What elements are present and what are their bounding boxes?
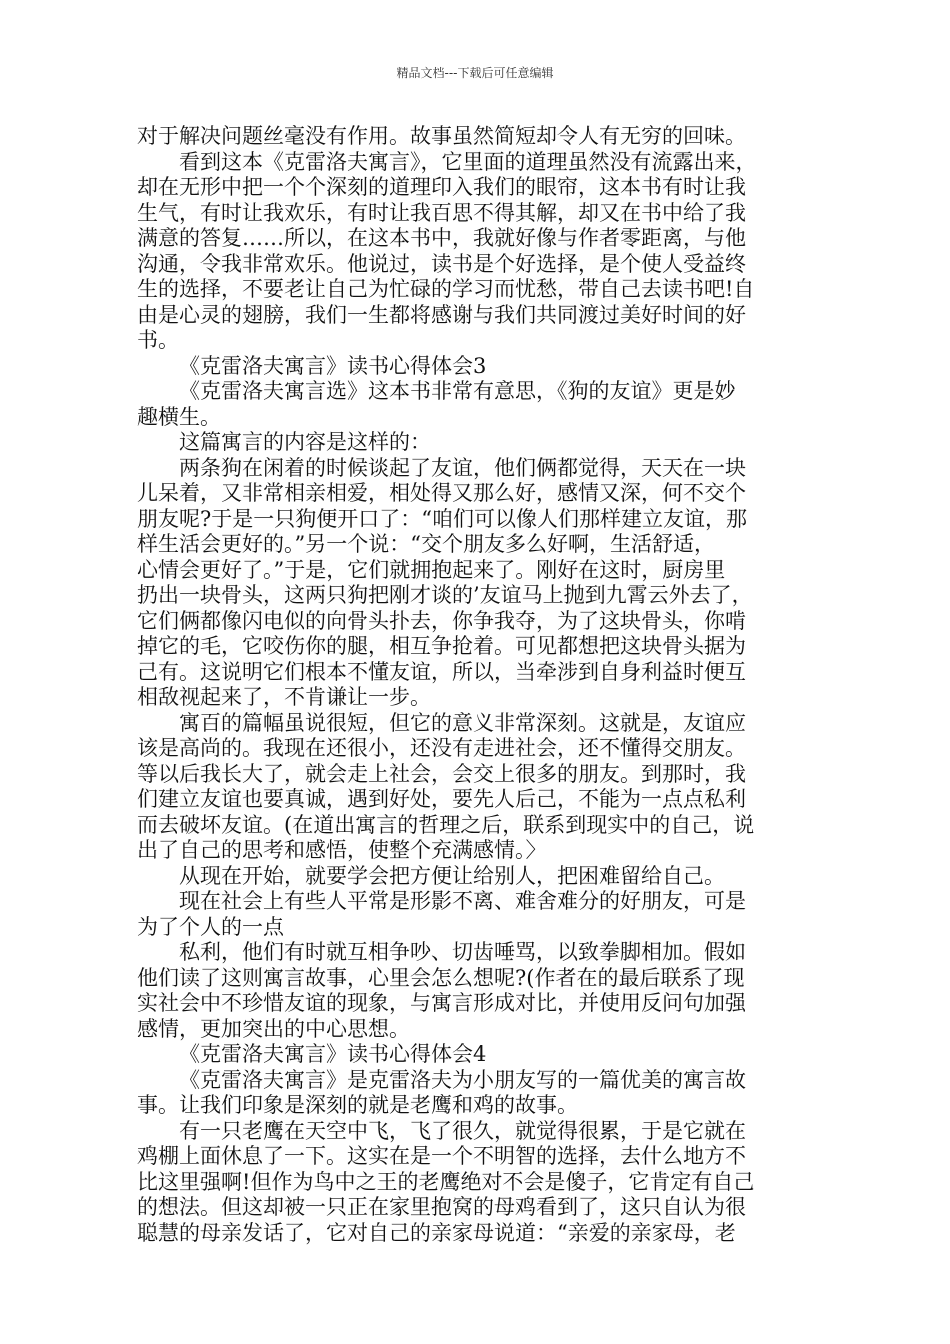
text-line: 事。让我们印象是深刻的就是老鹰和鸡的故事。 bbox=[137, 1093, 578, 1117]
text-line: 鸡棚上面休息了一下。这实在是一个不明智的选择，去什么地方不 bbox=[137, 1144, 746, 1168]
text-line: 两条狗在闲着的时候谈起了友谊，他们俩都觉得，天天在一块 bbox=[179, 455, 746, 480]
text-line: 现在社会上有些人平常是形影不离、难舍难分的好朋友，可是 bbox=[179, 889, 746, 913]
text-line: 心情会更好了。”于是，它们就拥抱起来了。刚好在这时，厨房里 bbox=[137, 557, 726, 582]
text-line: 相敌视起来了，不肯谦让一步。 bbox=[137, 685, 431, 709]
text-line: 的想法。但这却被一只正在家里抱窝的母鸡看到了，这只自认为很 bbox=[137, 1195, 746, 1219]
text-line: 等以后我长大了，就会走上社会，会交上很多的朋友。到那时，我 bbox=[137, 761, 746, 786]
text-line: 满意的答复……所以，在这本书中，我就好像与作者零距离，与他 bbox=[137, 226, 746, 250]
text-line: 他们读了这则寓言故事，心里会怎么想呢?(作者在的最后联系了现 bbox=[137, 965, 745, 990]
text-line: 却在无形中把一个个深刻的道理印入我们的眼帘，这本书有时让我 bbox=[137, 175, 746, 199]
document-body bbox=[137, 124, 817, 1246]
text-line: 们建立友谊也要真诚，遇到好处，要先人后己，不能为一点点私利 bbox=[137, 787, 746, 811]
text-line: 从现在开始，就要学会把方便让给别人，把困难留给自己。 bbox=[179, 863, 725, 888]
text-line: 书。 bbox=[137, 328, 179, 352]
text-line: 沟通，令我非常欢乐。他说过，读书是个好选择，是个使人受益终 bbox=[137, 251, 746, 276]
text-line: 实社会中不珍惜友谊的现象，与寓言形成对比，并使用反问句加强 bbox=[137, 991, 746, 1015]
text-line: 由是心灵的翅膀，我们一生都将感谢与我们共同渡过美好时间的好 bbox=[137, 302, 746, 327]
text-line: 感情，更加突出的中心思想。 bbox=[137, 1016, 410, 1041]
page-header-note: 精品文档---下载后可任意编辑 bbox=[396, 66, 554, 80]
text-line: 生的选择，不要老让自己为忙碌的学习而忧愁，带自己去读书吧!自 bbox=[137, 277, 755, 301]
text-line: 朋友呢?于是一只狗便开口了：“咱们可以像人们那样建立友谊，那 bbox=[137, 506, 747, 531]
text-line: 对于解决问题丝毫没有作用。故事虽然简短却令人有无穷的回味。 bbox=[137, 124, 746, 148]
text-line: 样生活会更好的。”另一个说：“交个朋友多么好啊，生活舒适， bbox=[137, 532, 715, 556]
text-line: 《克雷洛夫寓言选》这本书非常有意思，《狗的友谊》更是妙 bbox=[179, 379, 736, 403]
text-line: 聪慧的母亲发话了，它对自己的亲家母说道：“亲爱的亲家母，老 bbox=[137, 1220, 736, 1245]
text-line: 看到这本《克雷洛夫寓言》，它里面的道理虽然没有流露出来， bbox=[179, 149, 757, 174]
section-heading: 《克雷洛夫寓言》读书心得体会4 bbox=[179, 1042, 487, 1066]
text-line: 有一只老鹰在天空中飞，飞了很久，就觉得很累，于是它就在 bbox=[179, 1118, 746, 1143]
text-line: 该是高尚的。我现在还很小，还没有走进社会，还不懂得交朋友。 bbox=[137, 736, 746, 760]
text-line: 这篇寓言的内容是这样的： bbox=[179, 430, 431, 454]
text-line: 比这里强啊!但作为鸟中之王的老鹰绝对不会是傻子，它肯定有自己 bbox=[137, 1169, 755, 1194]
text-line: 寓百的篇幅虽说很短，但它的意义非常深刻。这就是，友谊应 bbox=[179, 710, 746, 735]
text-line: 掉它的毛，它咬伤你的腿，相互争抢着。可见都想把这块骨头据为 bbox=[137, 634, 746, 658]
text-line: 为了个人的一点 bbox=[137, 914, 284, 939]
text-line: 《克雷洛夫寓言》是克雷洛夫为小朋友写的一篇优美的寓言故 bbox=[179, 1067, 746, 1092]
text-line: 己有。这说明它们根本不懂友谊，所以，当牵涉到自身利益时便互 bbox=[137, 659, 746, 684]
text-line: 而去破坏友谊。(在道出寓言的哲理之后，联系到现实中的自己，说 bbox=[137, 812, 755, 837]
text-line: 趣横生。 bbox=[137, 404, 221, 429]
text-line: 出了自己的思考和感悟，使整个充满感情。〉 bbox=[137, 838, 547, 862]
text-line: 私利，他们有时就互相争吵、切齿唾骂，以致拳脚相加。假如 bbox=[179, 940, 746, 964]
text-line: 它们俩都像闪电似的向骨头扑去，你争我夺，为了这块骨头，你啃 bbox=[137, 608, 746, 633]
section-heading: 《克雷洛夫寓言》读书心得体会3 bbox=[179, 353, 487, 378]
text-line: 扔出一块骨头，这两只狗把刚才谈的’友谊马上抛到九霄云外去了， bbox=[137, 583, 753, 607]
text-line: 儿呆着，又非常相亲相爱，相处得又那么好，感情又深，何不交个 bbox=[137, 481, 746, 505]
text-line: 生气，有时让我欢乐，有时让我百思不得其解，却又在书中给了我 bbox=[137, 200, 746, 225]
